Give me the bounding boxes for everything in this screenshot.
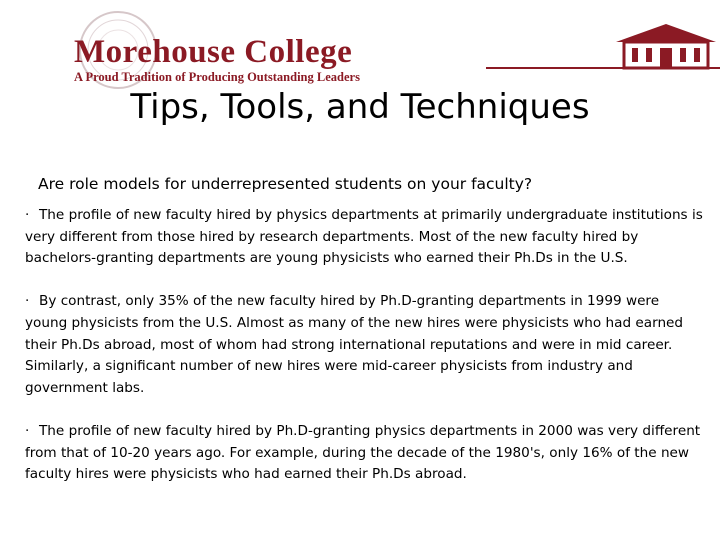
bullet-list bbox=[25, 205, 705, 507]
bullet-text: The profile of new faculty hired by physics departments at primarily undergraduate institutions is very different from those hired by research departments. Most of the new faculty hired by bachelors-granting departments are young physicists who earned their Ph.Ds in the U.S. bbox=[25, 207, 703, 267]
slide-title: Tips, Tools, and Techniques bbox=[130, 87, 590, 127]
bullet-paragraph bbox=[25, 291, 705, 399]
bullet-text: By contrast, only 35% of the new faculty hired by Ph.D-granting departments in 1999 were young physicists from the U.S. Almost as many of the new hires were physicists who had earned their Ph.Ds abroad, most of whom had strong international reputations and were in mid career. Similarly, a significant number of new hires were mid-career physicists from industry and government labs. bbox=[25, 293, 684, 396]
logo-tagline: A Proud Tradition of Producing Outstanding Leaders bbox=[74, 70, 360, 84]
slide-subtitle: Are role models for underrepresented students on your faculty? bbox=[38, 175, 533, 193]
bullet-marker: · bbox=[25, 422, 30, 439]
building-icon bbox=[610, 22, 720, 70]
bullet-paragraph bbox=[25, 205, 705, 270]
bullet-text: The profile of new faculty hired by Ph.D-granting physics departments in 2000 was very different from that of 10-20 years ago. For example, during the decade of the 1980's, only 16% of the new faculty hires were physicists who had earned their Ph.Ds abroad. bbox=[25, 422, 701, 483]
bullet-marker: · bbox=[25, 207, 30, 223]
bullet-marker: · bbox=[25, 293, 30, 310]
college-banner bbox=[34, 10, 710, 84]
bullet-paragraph bbox=[25, 421, 705, 486]
logo-title: Morehouse College bbox=[74, 34, 353, 70]
